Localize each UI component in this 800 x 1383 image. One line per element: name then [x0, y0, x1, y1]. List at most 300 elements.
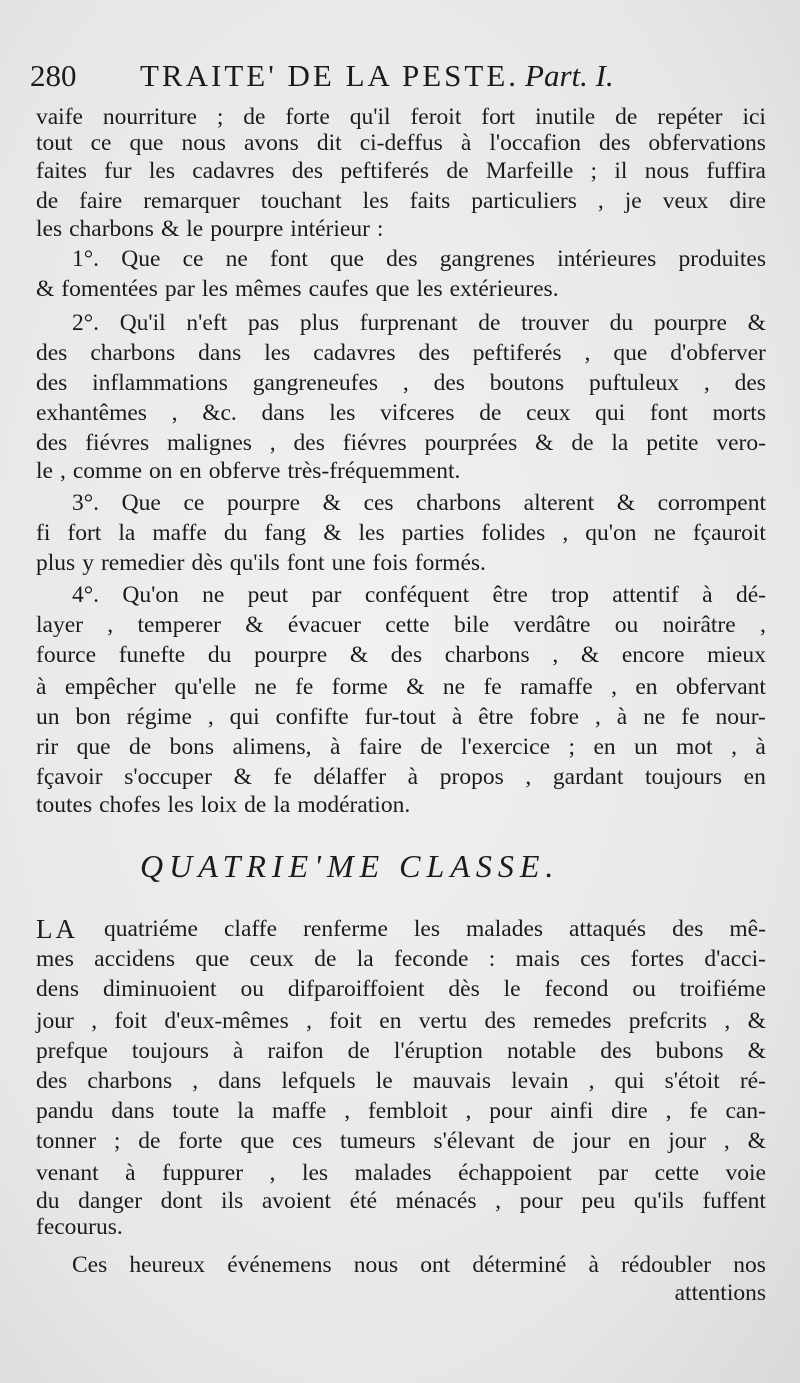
- word: pourpre: [653, 310, 727, 336]
- word: la: [356, 946, 374, 972]
- word: ,: [192, 1068, 199, 1094]
- word: ou: [240, 976, 264, 1002]
- word: à: [407, 764, 419, 790]
- word: fe: [681, 704, 700, 730]
- word: ,: [731, 734, 737, 760]
- word: formés.: [414, 550, 486, 576]
- word: &: [580, 642, 600, 668]
- text-line: [36, 274, 766, 304]
- word: à: [125, 1160, 136, 1186]
- word: à: [329, 734, 341, 760]
- word: &: [245, 612, 264, 638]
- word: fembloit: [367, 1098, 448, 1124]
- word: faites: [36, 158, 87, 184]
- word: forme: [331, 674, 388, 700]
- word: de: [478, 310, 501, 336]
- word: fort: [481, 104, 516, 130]
- word: cette: [654, 1160, 700, 1186]
- word: en: [635, 674, 658, 700]
- word: gangreneufes: [252, 370, 379, 396]
- text-line: [36, 1212, 766, 1242]
- word: jour: [668, 1128, 707, 1154]
- word: ,: [760, 612, 766, 638]
- word: les: [36, 216, 63, 242]
- running-title: [140, 56, 614, 96]
- word: dé-: [735, 582, 766, 608]
- word: ou: [614, 612, 639, 638]
- word: des: [291, 158, 324, 184]
- word: fuffent: [702, 1188, 766, 1214]
- word: le: [36, 458, 53, 484]
- word: ci-deffus: [359, 130, 443, 156]
- word: LA: [36, 914, 78, 944]
- word: ,: [525, 764, 532, 790]
- word: obfervations: [648, 130, 766, 156]
- word: puftuleux: [588, 370, 680, 396]
- word: que: [195, 946, 230, 972]
- word: faits: [409, 188, 451, 214]
- word: du: [223, 520, 248, 546]
- word: y: [82, 550, 94, 576]
- word: encore: [621, 642, 685, 668]
- word: mauvais: [412, 1068, 492, 1094]
- word: &: [322, 490, 341, 516]
- word: pourpre: [254, 642, 328, 668]
- word: fiévres: [342, 430, 407, 456]
- word: fois: [372, 550, 408, 576]
- word: vifceres: [380, 400, 455, 426]
- word: dens: [36, 976, 80, 1002]
- word: en: [179, 458, 202, 484]
- word: les: [264, 340, 291, 366]
- word: des: [734, 370, 766, 396]
- word: ne: [442, 674, 466, 700]
- word: :: [376, 216, 384, 242]
- word: troifiéme: [679, 976, 766, 1002]
- word: toute: [172, 1098, 220, 1124]
- word: de: [129, 734, 152, 760]
- word: obfervant: [675, 674, 766, 700]
- section-heading: QUATRIE'ME CLASSE.: [140, 848, 560, 884]
- word: les: [413, 916, 441, 942]
- word: d'eux-mêmes: [164, 1008, 289, 1034]
- text-line: [36, 214, 766, 244]
- word: bubons: [655, 1038, 724, 1064]
- word: feconde: [394, 946, 469, 972]
- text-line: [36, 1006, 766, 1036]
- word: loix: [200, 792, 238, 818]
- word: à: [232, 1038, 244, 1064]
- word: que: [76, 734, 111, 760]
- text-line: [36, 1096, 766, 1126]
- word: ,: [269, 430, 276, 456]
- word: ,: [703, 370, 710, 396]
- word: veux: [662, 188, 709, 214]
- word: renferme: [303, 916, 388, 942]
- word: extérieures.: [449, 276, 559, 302]
- word: ils: [221, 1188, 244, 1214]
- word: que: [240, 1128, 275, 1154]
- text-line: [36, 974, 766, 1004]
- word: attaqués: [569, 916, 647, 942]
- word: ici: [742, 104, 766, 130]
- word: plus: [299, 310, 340, 336]
- word: fomentées: [61, 276, 158, 302]
- word: dans: [198, 340, 242, 366]
- word: mê-: [729, 916, 766, 942]
- text-line: [36, 1036, 766, 1066]
- word: par: [164, 276, 195, 302]
- word: de: [314, 946, 337, 972]
- word: foit: [114, 1008, 148, 1034]
- word: layer: [36, 612, 83, 638]
- word: remedier: [100, 550, 185, 576]
- word: la: [118, 520, 136, 546]
- word: dans: [111, 1098, 155, 1124]
- word: boutons: [489, 370, 565, 396]
- word: ,: [465, 1098, 472, 1124]
- word: des: [386, 246, 418, 272]
- word: feroit: [410, 104, 462, 130]
- word: été: [349, 1188, 378, 1214]
- word: ,: [588, 1068, 595, 1094]
- word: nous: [353, 1252, 399, 1278]
- word: morts: [712, 400, 766, 426]
- word: attentif: [612, 582, 679, 608]
- word: ,: [269, 1160, 276, 1186]
- word: ;: [568, 734, 575, 760]
- word: très-fréquemment.: [287, 458, 461, 484]
- word: mais: [515, 946, 560, 972]
- text-line: [36, 186, 766, 216]
- word: délaffer: [313, 764, 387, 790]
- word: mêmes: [234, 276, 302, 302]
- word: jour: [572, 1128, 611, 1154]
- word: ces: [580, 946, 611, 972]
- word: dire: [611, 1098, 648, 1124]
- word: d'acci-: [704, 946, 766, 972]
- word: nour-: [715, 704, 766, 730]
- word: fuppurer: [162, 1160, 244, 1186]
- word: heureux: [129, 1252, 206, 1278]
- word: 2°.: [72, 310, 100, 336]
- word: d'obferver: [670, 340, 766, 366]
- word: 1°.: [72, 246, 100, 272]
- word: fi: [36, 520, 51, 546]
- word: tumeurs: [339, 1128, 416, 1154]
- word: fçauroit: [692, 520, 766, 546]
- word: accidens: [94, 946, 176, 972]
- word: &: [36, 276, 55, 302]
- word: une: [331, 550, 366, 576]
- word: ne: [254, 674, 277, 700]
- word: à: [460, 130, 472, 156]
- text-line: [72, 244, 766, 274]
- word: remedes: [533, 1008, 612, 1034]
- text-line: [36, 1066, 766, 1096]
- word: Qu'il: [119, 310, 166, 336]
- word: ,: [562, 520, 569, 546]
- word: ces: [363, 490, 394, 516]
- word: charbons: [444, 642, 530, 668]
- word: cadavres: [313, 340, 396, 366]
- word: intérieures: [557, 246, 657, 272]
- word: n'eft: [186, 310, 228, 336]
- text-line: [36, 1278, 766, 1308]
- text-line: [36, 944, 766, 974]
- text-line: [36, 1126, 766, 1156]
- word: du: [36, 1188, 60, 1214]
- word: de: [347, 1038, 370, 1064]
- word: dans: [261, 400, 305, 426]
- word: 3°.: [72, 490, 100, 516]
- word: produites: [678, 246, 766, 272]
- word: des: [36, 340, 68, 366]
- word: levain: [511, 1068, 569, 1094]
- word: avoient: [261, 1188, 332, 1214]
- word: particuliers: [471, 188, 577, 214]
- word: notable: [507, 1038, 577, 1064]
- word: des: [672, 916, 704, 942]
- word: des: [390, 642, 423, 668]
- word: claffe: [224, 916, 278, 942]
- text-line: [36, 548, 766, 578]
- word: peftiferés: [340, 158, 430, 184]
- word: avons: [243, 130, 299, 156]
- word: cette: [385, 612, 430, 638]
- word: caufes: [308, 276, 369, 302]
- word: charbons: [87, 1068, 173, 1094]
- word: plus: [36, 550, 76, 576]
- word: vaife: [36, 104, 83, 130]
- word: ;: [590, 158, 598, 184]
- word: nos: [733, 1252, 766, 1278]
- word: fecourus.: [36, 1214, 123, 1240]
- word: s'élevant: [433, 1128, 515, 1154]
- text-line: [36, 1158, 766, 1188]
- word: de: [532, 1128, 555, 1154]
- word: de: [243, 104, 266, 130]
- word: Que: [121, 490, 161, 516]
- word: à: [588, 1252, 599, 1278]
- word: pas: [247, 310, 280, 336]
- word: gardant: [552, 764, 624, 790]
- word: par: [311, 582, 342, 608]
- word: toutes: [36, 792, 93, 818]
- word: can-: [725, 1098, 766, 1124]
- text-line: [36, 128, 766, 158]
- word: modération.: [297, 792, 411, 818]
- word: 4°.: [72, 582, 100, 608]
- word: qui: [229, 704, 260, 730]
- word: des: [36, 1068, 68, 1094]
- text-line: [72, 308, 766, 338]
- word: confifte: [275, 704, 349, 730]
- text-line: [36, 428, 766, 458]
- word: parties: [401, 520, 465, 546]
- word: que: [375, 276, 410, 302]
- word: à: [36, 674, 47, 700]
- word: la: [273, 792, 291, 818]
- word: des: [484, 1008, 516, 1034]
- word: être: [478, 704, 514, 730]
- word: nous: [644, 158, 690, 184]
- word: trouver: [521, 310, 589, 336]
- word: ramaffe: [520, 674, 593, 700]
- word: pandu: [36, 1098, 94, 1124]
- word: faire: [358, 734, 402, 760]
- word: &: [747, 1038, 766, 1064]
- word: qui: [595, 400, 626, 426]
- word: des: [293, 430, 325, 456]
- word: régime: [126, 704, 192, 730]
- word: peut: [247, 582, 289, 608]
- word: que: [613, 340, 648, 366]
- word: attentions: [674, 1280, 766, 1306]
- word: ne: [653, 520, 676, 546]
- word: ,: [91, 1008, 98, 1034]
- word: lefquels: [281, 1068, 356, 1094]
- word: furprenant: [359, 310, 458, 336]
- word: bon: [75, 704, 111, 730]
- word: :: [488, 946, 496, 972]
- word: le: [375, 1068, 393, 1094]
- word: être: [492, 582, 528, 608]
- text-line: [36, 640, 766, 670]
- word: fe: [483, 674, 502, 700]
- word: échappoient: [458, 1160, 572, 1186]
- word: font: [270, 246, 308, 272]
- word: ont: [420, 1252, 451, 1278]
- word: maffe: [271, 1098, 327, 1124]
- word: Que: [121, 246, 161, 272]
- word: repéter: [657, 104, 723, 130]
- word: ,: [107, 612, 114, 638]
- word: funefte: [118, 642, 186, 668]
- word: ,: [171, 400, 178, 426]
- word: qu'elle: [174, 674, 237, 700]
- word: forte: [178, 1128, 223, 1154]
- word: ne: [202, 582, 225, 608]
- word: fe: [295, 674, 314, 700]
- word: prefque: [36, 1038, 108, 1064]
- word: ceux: [249, 946, 294, 972]
- word: inflammations: [92, 370, 228, 396]
- word: voie: [725, 1160, 766, 1186]
- word: déterminé: [472, 1252, 567, 1278]
- word: dire: [729, 188, 766, 214]
- word: du: [609, 310, 634, 336]
- word: qu'ils: [633, 1188, 684, 1214]
- word: temperer: [137, 612, 221, 638]
- word: ainfi: [550, 1098, 594, 1124]
- word: les: [167, 792, 194, 818]
- word: ce: [183, 490, 205, 516]
- word: l'éruption: [393, 1038, 483, 1064]
- word: les: [416, 276, 443, 302]
- word: s'étoit: [664, 1068, 720, 1094]
- word: ,: [723, 1128, 730, 1154]
- word: les: [329, 400, 356, 426]
- word: touchant: [260, 188, 342, 214]
- word: événemens: [227, 1252, 332, 1278]
- word: des: [418, 340, 450, 366]
- word: par: [598, 1160, 629, 1186]
- word: de: [479, 400, 502, 426]
- word: dès: [448, 976, 480, 1002]
- word: ,: [306, 1008, 312, 1034]
- word: de: [420, 734, 443, 760]
- word: ,: [344, 1098, 351, 1124]
- word: pour: [519, 1188, 563, 1214]
- word: ,: [594, 704, 601, 730]
- word: pourpre: [226, 490, 301, 516]
- word: les: [362, 188, 389, 214]
- word: difparoiffoient: [287, 976, 425, 1002]
- word: à: [755, 734, 766, 760]
- word: on: [149, 458, 173, 484]
- word: danger: [78, 1188, 143, 1214]
- word: fe: [273, 764, 292, 790]
- word: en: [593, 734, 616, 760]
- part-label: Part. I.: [525, 58, 614, 93]
- word: mes: [36, 946, 74, 972]
- word: ;: [216, 104, 224, 130]
- text-line: [36, 914, 766, 946]
- word: diminuoient: [102, 976, 217, 1002]
- word: &: [747, 1128, 766, 1154]
- text-line: [36, 338, 766, 368]
- word: font: [649, 400, 688, 426]
- word: conféquent: [364, 582, 470, 608]
- word: fçavoir: [36, 764, 103, 790]
- word: ce: [182, 246, 204, 272]
- word: en: [628, 1128, 651, 1154]
- word: la: [611, 430, 629, 456]
- word: nourriture: [102, 104, 197, 130]
- word: qu'ils: [229, 550, 280, 576]
- word: quatriéme: [104, 916, 198, 942]
- word: le: [186, 216, 204, 242]
- word: les: [358, 520, 385, 546]
- text-line: [72, 488, 766, 518]
- word: les: [201, 276, 228, 302]
- word: peu: [581, 1188, 616, 1214]
- word: bons: [169, 734, 215, 760]
- word: de: [446, 158, 469, 184]
- word: ou: [632, 976, 656, 1002]
- word: &: [233, 764, 252, 790]
- word: pourpre: [210, 216, 284, 242]
- word: fortes: [630, 946, 685, 972]
- word: fuffira: [706, 158, 766, 184]
- text-line: [72, 1250, 766, 1280]
- word: bile: [453, 612, 490, 638]
- word: de: [36, 188, 59, 214]
- word: ,: [207, 704, 214, 730]
- word: de: [138, 1128, 161, 1154]
- word: rir: [36, 734, 59, 760]
- word: fort: [67, 520, 102, 546]
- text-line: [36, 732, 766, 762]
- word: des: [36, 430, 68, 456]
- word: prefcrits: [628, 1008, 708, 1034]
- word: à: [451, 704, 463, 730]
- text-line: [36, 672, 766, 702]
- word: foit: [329, 1008, 362, 1034]
- word: corrompent: [657, 490, 766, 516]
- word: jour: [36, 1008, 74, 1034]
